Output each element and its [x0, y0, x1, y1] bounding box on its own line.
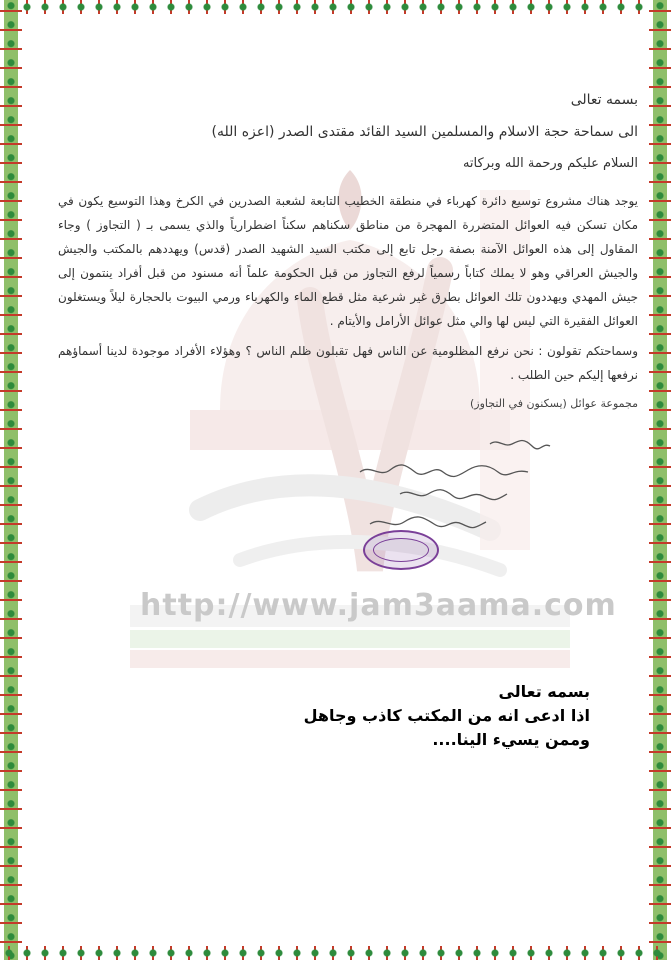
decorative-border-top: [0, 0, 671, 14]
letter-paragraph-1: يوجد هناك مشروع توسيع دائرة كهرباء في منطقة الخطيب التابعة لشعبة الصدرين في الكرخ وهذا التوسيع يكون في مكان تسكن فيه العوائل المتضررة المهجرة من مناطق سكناهم سكناً اضطرارياً والذي يسمى بـ ( التجاوز ) وجاء المقاول إلى هذه العوائل الآمنة بصفة رجل تابع إلى مكتب السيد الشهيد الصدر (قدس) ويهددهم بالمكتب والجيش والجيش العراقي وهو لا يملك كتاباً رسمياً لرفع التجاوز من قبل الحكومة علماً أنه مسنود من قبل أفراد ينتمون إلى جيش المهدي ويهددون تلك العوائل بطرق غير شرعية مثل قطع الماء والكهرباء ورمي البيوت بالحجارة ليلاً ويستغلون العوائل الفقيرة التي ليس لها والي مثل عوائل الأرامل والأيتام .: [58, 194, 638, 328]
decorative-border-left: [0, 0, 22, 960]
letter-salutation: الى سماحة حجة الاسلام والمسلمين السيد القائد مقتدى الصدر (اعزه الله): [211, 124, 638, 140]
handwriting-transcript: [260, 680, 590, 752]
transcript-line-3: وممن يسيء الينا....: [432, 730, 590, 749]
letter-signature: مجموعة عوائل (يسكنون في التجاوز): [469, 397, 638, 410]
watermark-url: http://www.jam3aama.com: [140, 588, 617, 623]
letter-paragraph-2: وسماحتكم تقولون : نحن نرفع المظلومية عن الناس فهل تقبلون ظلم الناس ؟ وهؤلاء الأفراد موجودة لدينا أسماؤهم نرفعها إليكم حين الطلب .: [58, 344, 638, 382]
letter-body: [58, 92, 638, 421]
transcript-line-1: بسمه تعالى: [498, 682, 590, 701]
decorative-border-bottom: [0, 946, 671, 960]
letter-basmala: بسمه تعالى: [570, 92, 638, 108]
official-stamp: [363, 530, 439, 570]
official-stamp-inner-ring: [373, 538, 429, 562]
letter-greeting: السلام عليكم ورحمة الله وبركاته: [462, 156, 638, 171]
decorative-border-right: [649, 0, 671, 960]
transcript-line-2: اذا ادعى انه من المكتب كاذب وجاهل: [303, 706, 590, 725]
